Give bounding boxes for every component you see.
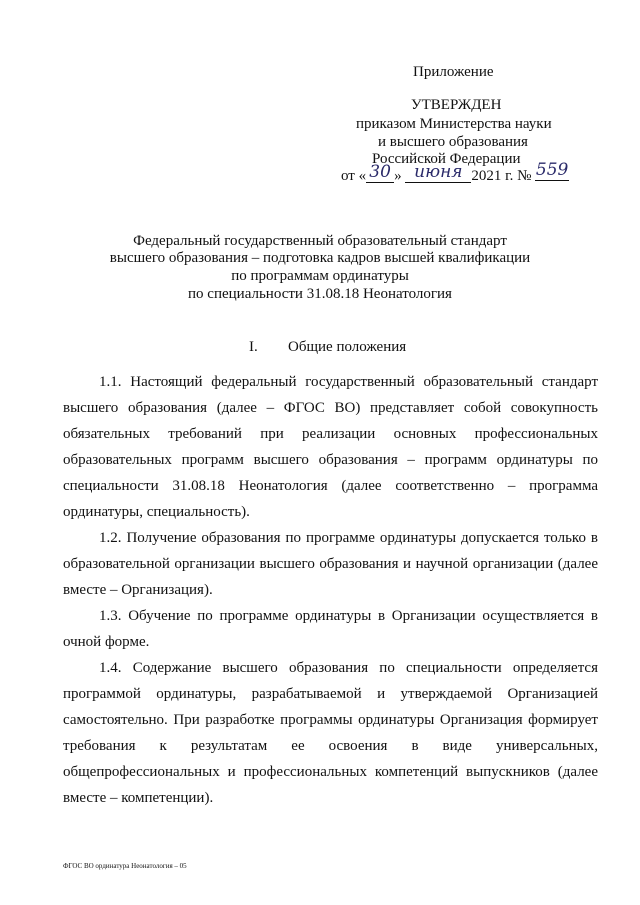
paragraph-1-4: 1.4. Содержание высшего образования по специальности определяется программой ординатуры, разрабатываемой и утверждаемой Организацией самостоятельно. При разработке программы ординатуры Организация формирует требования к результатам ее освоения в виде универсальных, общепрофессиональных и профессиональных компетенций выпускников (далее вместе – компетенции).	[63, 660, 598, 806]
paragraph-1-3: 1.3. Обучение по программе ординатуры в Организации осуществляется в очной форме.	[63, 608, 598, 650]
date-month-handwritten: июня	[405, 164, 471, 183]
order-line-2: и высшего образования	[378, 134, 528, 150]
order-date-line	[341, 160, 569, 186]
date-mid: »	[394, 168, 402, 184]
paragraph-1-1: 1.1. Настоящий федеральный государственный образовательный стандарт высшего образования (далее – ФГОС ВО) представляет собой совокупность обязательных требований при реализации основных профессиональных образовательных программ высшего образования – программ ординатуры по специальности 31.08.18 Неонатология (далее соответственно – программа ординатуры, специальность).	[63, 374, 598, 520]
title-line-4: по специальности 31.08.18 Неонатология	[188, 286, 452, 302]
page-footer: ФГОС ВО ординатура Неонатология – 05	[63, 862, 187, 870]
order-line-1: приказом Министерства науки	[356, 116, 552, 132]
date-day-handwritten: 30	[366, 164, 394, 183]
order-number-handwritten: 559	[535, 160, 569, 180]
approved-label: УТВЕРЖДЕН	[411, 97, 502, 113]
section-number: I.	[249, 339, 258, 355]
body-text	[63, 369, 598, 811]
title-line-3: по программам ординатуры	[231, 268, 409, 284]
date-year-label: 2021 г. №	[471, 168, 532, 184]
order-line-3: Российской Федерации	[372, 151, 521, 167]
title-line-2: высшего образования – подготовка кадров высшей квалификации	[109, 250, 531, 266]
date-prefix: от «	[341, 168, 367, 184]
section-heading: Общие положения	[288, 339, 407, 355]
paragraph-1-2: 1.2. Получение образования по программе ординатуры допускается только в образовательной организации высшего образования и научной организации (далее вместе – Организация).	[63, 530, 598, 598]
title-line-1: Федеральный государственный образовательный стандарт	[133, 233, 507, 249]
appendix-label: Приложение	[413, 64, 494, 80]
